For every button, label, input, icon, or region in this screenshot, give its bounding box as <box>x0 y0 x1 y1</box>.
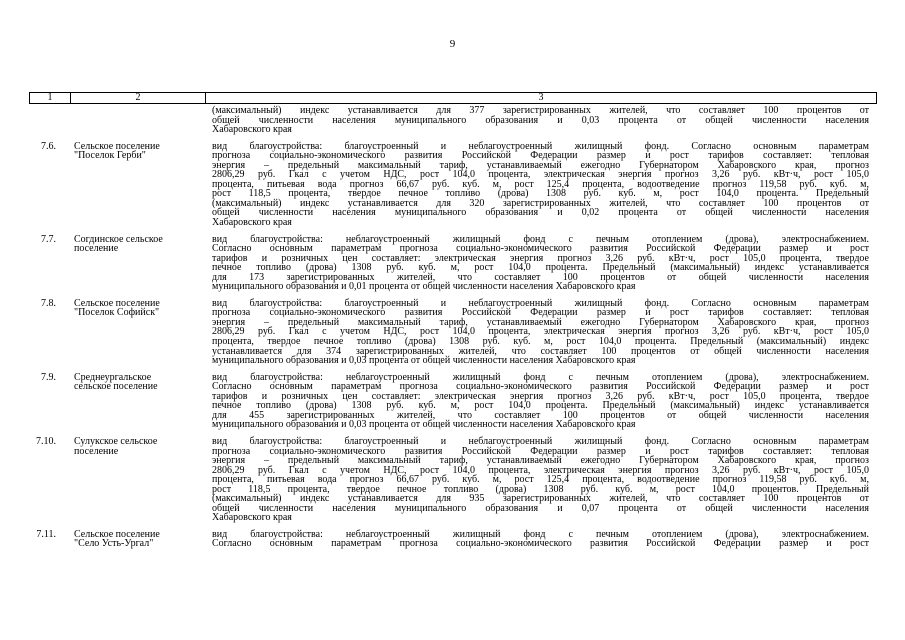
table-header-col-2: 2 <box>71 93 206 103</box>
text-line: устанавливается для 374 зарегистрированных жителей, что составляет 100 процентов от общей численности населения <box>212 345 869 357</box>
text-line: вид благоустройства: неблагоустроенный жилищный фонд с печным отоплением (дрова), электроснабжением. <box>212 371 869 383</box>
text-line: (максимальный) индекс устанавливается для 320 зарегистрированных жителей, что составляет 100 процентов от <box>212 197 869 209</box>
table-header-col-3: 3 <box>538 92 544 103</box>
text-line: Хабаровского края <box>212 217 292 229</box>
row-number: 7.10. <box>36 435 56 447</box>
settlement-name <box>74 437 199 456</box>
text-line: муниципального образования и 0,01 процента от общей численности населения Хабаровского края <box>212 281 636 293</box>
text-line: Согласно основным параметрам прогноза социально-экономического развития Российской Федерации размер и рост <box>212 538 869 550</box>
page-number: 9 <box>449 38 456 50</box>
text-line: Согласно основным параметрам прогноза социально-экономического развития Российской Федерации размер и рост <box>212 243 869 255</box>
settlement-name <box>74 235 199 254</box>
settlement-name-line: Сельское поселение <box>74 528 160 540</box>
text-line: (максимальный) индекс устанавливается для 377 зарегистрированных жителей, что составляет 100 процентов от <box>212 105 869 116</box>
text-line: прогноза социально-экономического развития Российской Федерации размер и рост тарифов составляет: тепловая <box>212 307 869 319</box>
text-line: 2806,29 руб. Гкал с учетом НДС, рост 104,0 процента, электрическая энергия прогноз 3,26 руб. кВт·ч, рост 105,0 <box>212 169 869 181</box>
text-line: рост 118,5 процента, твердое печное топливо (дрова) 1308 руб. куб. м, рост 104,0 процента. Предельный <box>212 188 869 200</box>
settlement-name <box>74 299 199 318</box>
settlement-name-line: сельское поселение <box>74 381 158 393</box>
row-number: 7.6. <box>41 140 56 152</box>
table-header-row <box>29 92 877 104</box>
text-line: тарифов и розничных цен составляет: электрическая энергия прогноз 3,26 руб. кВт·ч, рост 105,0 процента, твердое <box>212 390 869 402</box>
text-line: общей численности населения муниципального образования и 0,07 процента от общей численности населения <box>212 502 869 514</box>
text-line: вид благоустройства: благоустроенный и неблагоустроенный жилищный фонд. Согласно основным параметрам <box>212 140 869 152</box>
text-line: вид благоустройства: неблагоустроенный жилищный фонд с печным отоплением (дрова), электроснабжением. <box>212 233 869 245</box>
text-line: общей численности населения муниципального образования и 0,03 процента от общей численности населения <box>212 114 869 126</box>
row-number: 7.11. <box>36 528 56 540</box>
text-line: вид благоустройства: неблагоустроенный жилищный фонд с печным отоплением (дрова), электроснабжением. <box>212 528 869 540</box>
text-line: прогноза социально-экономического развития Российской Федерации размер и рост тарифов составляет: тепловая <box>212 445 869 457</box>
settlement-name-line: Сулукское сельское <box>74 435 158 447</box>
text-line: прогноза социально-экономического развития Российской Федерации размер и рост тарифов составляет: тепловая <box>212 150 869 162</box>
settlement-name-line: "Поселок Софийск" <box>74 307 160 319</box>
settlement-name-line: поселение <box>74 243 119 255</box>
text-line: печное топливо (дрова) 1308 руб. куб. м, рост 104,0 процента. Предельный (максимальный) индекс устанавливается <box>212 400 869 412</box>
continuation-text <box>212 106 869 135</box>
row-description <box>212 142 869 228</box>
text-line: (максимальный) индекс устанавливается для 935 зарегистрированных жителей, что составляет 100 процентов от <box>212 493 869 505</box>
table-row <box>0 437 905 523</box>
text-line: процента, твердое печное топливо (дрова) 1308 руб. куб. м, рост 104,0 процента. Предельный (максимальный) индекс <box>212 336 869 348</box>
settlement-name-line: поселение <box>74 445 119 457</box>
settlement-name <box>74 142 199 161</box>
row-description <box>212 299 869 366</box>
text-line: общей численности населения муниципального образования и 0,02 процента от общей численности населения <box>212 207 869 219</box>
table-header-col-1: 1 <box>30 93 71 103</box>
continuation-row <box>0 106 905 135</box>
table-row <box>0 142 905 228</box>
text-line: энергия – предельный максимальный тариф, устанавливаемый ежегодно Губернатором Хабаровского края, прогноз <box>212 455 869 467</box>
settlement-name <box>74 373 199 392</box>
text-line: Хабаровского края <box>212 512 292 524</box>
row-number: 7.8. <box>41 297 56 309</box>
row-description <box>212 373 869 430</box>
text-line: процента, питьевая вода прогноз 66,67 руб. куб. м, рост 125,4 процента, водоотведение прогноз 119,58 руб. куб. м, <box>212 474 869 486</box>
text-line: 2806,29 руб. Гкал с учетом НДС, рост 104,0 процента, электрическая энергия прогноз 3,26 руб. кВт·ч, рост 105,0 <box>212 326 869 338</box>
table-row <box>0 373 905 430</box>
table-row <box>0 530 905 549</box>
table-row <box>0 235 905 292</box>
settlement-name <box>74 530 199 549</box>
text-line: вид благоустройства: благоустроенный и неблагоустроенный жилищный фонд. Согласно основным параметрам <box>212 435 869 447</box>
row-description <box>212 530 869 549</box>
row-number: 7.7. <box>41 233 56 245</box>
text-line: тарифов и розничных цен составляет: электрическая энергия прогноз 3,26 руб. кВт·ч, рост 105,0 процента, твердое <box>212 252 869 264</box>
row-description <box>212 437 869 523</box>
text-line: для 173 зарегистрированных жителей, что составляет 100 процентов от общей численности населения <box>212 271 869 283</box>
text-line: рост 118,5 процента, твердое печное топливо (дрова) 1308 руб. куб. м, рост 104,0 процентов. Предельный <box>212 483 869 495</box>
text-line: печное топливо (дрова) 1308 руб. куб. м, рост 104,0 процента. Предельный (максимальный) индекс устанавливается <box>212 262 869 274</box>
settlement-name-line: "Поселок Герби" <box>74 150 146 162</box>
settlement-name-line: Среднеургальское <box>74 371 152 383</box>
text-line: для 455 зарегистрированных жителей, что составляет 100 процентов от общей численности населения <box>212 409 869 421</box>
row-number: 7.9. <box>41 371 56 383</box>
text-line: Хабаровского края <box>212 124 292 136</box>
text-line: Согласно основным параметрам прогноза социально-экономического развития Российской Федерации размер и рост <box>212 381 869 393</box>
text-line: муниципального образования и 0,03 процента от общей численности населения Хабаровского края <box>212 419 636 431</box>
table-row <box>0 299 905 366</box>
text-line: 2806,29 руб. Гкал с учетом НДС, рост 104,0 процента, электрическая энергия прогноз 3,26 руб. кВт·ч, рост 105,0 <box>212 464 869 476</box>
text-line: вид благоустройства: благоустроенный и неблагоустроенный жилищный фонд. Согласно основным параметрам <box>212 297 869 309</box>
table-body <box>0 106 905 549</box>
settlement-name-line: Согдинское сельское <box>74 233 163 245</box>
text-line: энергия – предельный максимальный тариф, устанавливаемый ежегодно Губернатором Хабаровского края, прогноз <box>212 159 869 171</box>
settlement-name-line: Сельское поселение <box>74 140 160 152</box>
settlement-name-line: "Село Усть-Ургал" <box>74 538 154 550</box>
settlement-name-line: Сельское поселение <box>74 297 160 309</box>
text-line: энергия – предельный максимальный тариф, устанавливаемый ежегодно Губернатором Хабаровского края, прогноз <box>212 316 869 328</box>
row-description <box>212 235 869 292</box>
text-line: муниципального образования и 0,03 процента от общей численности населения Хабаровского края <box>212 355 636 367</box>
text-line: процента, питьевая вода прогноз 66,67 руб. куб. м, рост 125,4 процента, водоотведение прогноз 119,58 руб. куб. м, <box>212 178 869 190</box>
